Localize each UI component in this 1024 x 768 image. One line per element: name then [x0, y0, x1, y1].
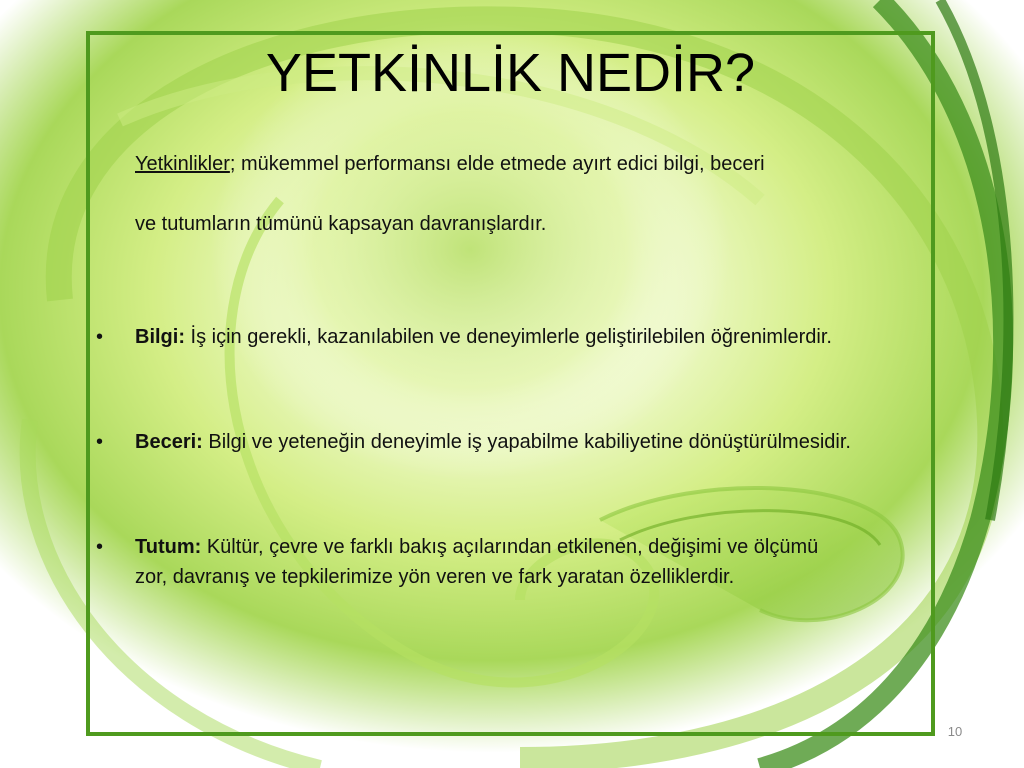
bullet-item-bilgi: [96, 322, 856, 352]
definition-term: Yetkinlikler: [135, 153, 230, 175]
bullet-text: [135, 427, 856, 457]
definition-line-1: [135, 150, 765, 178]
bullet-text: [135, 532, 856, 592]
bullet-term: Beceri:: [135, 431, 203, 453]
bullet-term: Tutum:: [135, 536, 202, 558]
bullet-marker: •: [96, 536, 104, 558]
page-number: 10: [947, 724, 963, 739]
slide-frame: [86, 31, 935, 736]
definition-line-2: ve tutumların tümünü kapsayan davranışlardır.: [135, 213, 547, 235]
bullet-description: Bilgi ve yeteneğin deneyimle iş yapabilme kabiliyetine dönüştürülmesidir.: [202, 431, 851, 453]
bullet-description: Kültür, çevre ve farklı bakış açılarından etkilenen, değişimi ve ölçümü zor, davranış ve tepkilerimize yön veren ve fark yaratan özelliklerdir.: [135, 536, 819, 588]
bullet-item-tutum: [96, 532, 856, 592]
definition-text-1: ; mükemmel performansı elde etmede ayırt edici bilgi, beceri: [229, 153, 765, 175]
bullet-term: Bilgi:: [135, 326, 185, 348]
bullet-item-beceri: [96, 427, 856, 457]
bullet-description: İş için gerekli, kazanılabilen ve deneyimlerle geliştirilebilen öğrenimlerdir.: [185, 326, 832, 348]
slide-title: YETKİNLİK NEDİR?: [265, 43, 756, 103]
bullet-text: [135, 322, 856, 352]
bullet-marker: •: [96, 431, 104, 453]
bullet-marker: •: [96, 326, 104, 348]
